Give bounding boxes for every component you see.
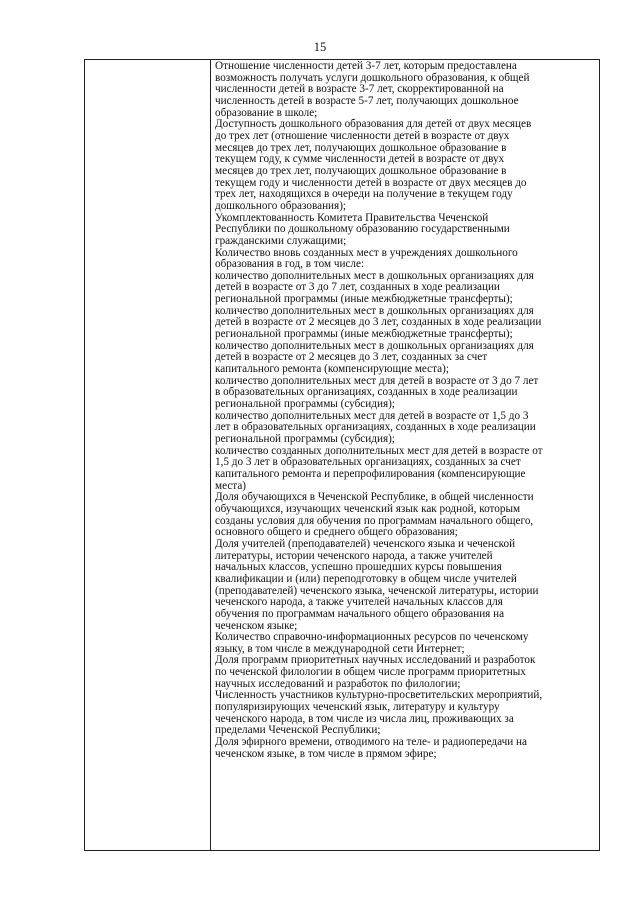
- indicator-item: количество дополнительных мест для детей в возрасте от 1,5 до 3 лет в образовательных организациях, созданных в ходе реализации региональной программы (субсидия);: [215, 409, 536, 445]
- indicator-item: Доля эфирного времени, отводимого на теле- и радиопередачи на чеченском языке, в том числе в прямом эфире;: [215, 736, 527, 760]
- table-right-column: [212, 61, 597, 760]
- indicator-item: Отношение численности детей 3-7 лет, которым предоставлена возможность получать услуги дошкольного образования, к общей численности детей в возрасте 3-7 лет, скорректированной на численность детей в возрасте 5-7 лет, получающих дошкольное образование в школе;: [215, 60, 530, 119]
- indicator-item: количество дополнительных мест в дошкольных организациях для детей в возрасте от 2 месяцев до 3 лет, созданных в ходе реализации региональной программы (иные межбюджетные трансферты);: [215, 304, 542, 341]
- indicator-item: Укомплектованность Комитета Правительства Чеченской Республики по дошкольному образованию государственными гражданскими служащими;: [215, 211, 510, 247]
- indicator-item: Количество справочно-информационных ресурсов по чеченскому языку, в том числе в международной сети Интернет;: [215, 631, 529, 655]
- indicator-item: количество дополнительных мест в дошкольных организациях для детей в возрасте от 2 месяцев до 3 лет, созданных за счет капитального ремонта (компенсирующие места);: [215, 339, 534, 376]
- indicator-item: количество дополнительных мест для детей в возрасте от 3 до 7 лет в образовательных организациях, созданных в ходе реализации региональной программы (субсидия);: [215, 374, 539, 411]
- indicator-item: количество созданных дополнительных мест для детей в возрасте от 1,5 до 3 лет в образовательных организациях, созданных за счет капитального ремонта и перепрофилирования (компенсирующие места): [215, 444, 543, 492]
- indicator-item: Численность участников культурно-просветительских мероприятий, популяризирующих чеченский язык, литературу и культуру чеченского народа, в том числе из числа лиц, проживающих за пределами Чеченской Республики;: [215, 689, 543, 737]
- indicator-item: Количество вновь созданных мест в учреждениях дошкольного образования в год, в том числе:: [215, 246, 518, 271]
- table-left-column: [85, 60, 211, 850]
- page-number: 15: [313, 40, 327, 54]
- indicator-item: Доля учителей (преподавателей) чеченского языка и чеченской литературы, истории чеченского народа, а также учителей начальных классов, успешно прошедших курсы повышения квалификации и (или) переподготовку в общем числе учителей (преподавателей) чеченского языка, чеченской литературы, истории чеченского народа, а также учителей начальных классов для обучения по программам начального общего образования на чеченском языке;: [215, 537, 539, 632]
- indicator-item: Доля обучающихся в Чеченской Республике, в общей численности обучающихся, изучающих чеченский язык как родной, которым созданы условия для обучения по программам начального общего, основного общего и среднего общего образования;: [215, 491, 534, 539]
- indicator-item: Доля программ приоритетных научных исследований и разработок по чеченской филологии в общем числе программ приоритетных научных исследований и разработок по филологии;: [215, 654, 536, 690]
- indicator-item: количество дополнительных мест в дошкольных организациях для детей в возрасте от 3 до 7 лет, созданных в ходе реализации региональной программы (иные межбюджетные трансферты);: [215, 269, 534, 306]
- indicator-item: Доступность дошкольного образования для детей от двух месяцев до трех лет (отношение численности детей в возрасте от двух месяцев до трех лет, получающих дошкольное образование в текущем году, к сумме численности детей в возрасте от двух месяцев до трех лет, получающих дошкольное образование в текущем году и численности детей в возрасте от двух месяцев до трех лет, находящихся в очереди на получение в текущем году дошкольного образования);: [215, 118, 532, 212]
- indicator-table: [84, 59, 600, 851]
